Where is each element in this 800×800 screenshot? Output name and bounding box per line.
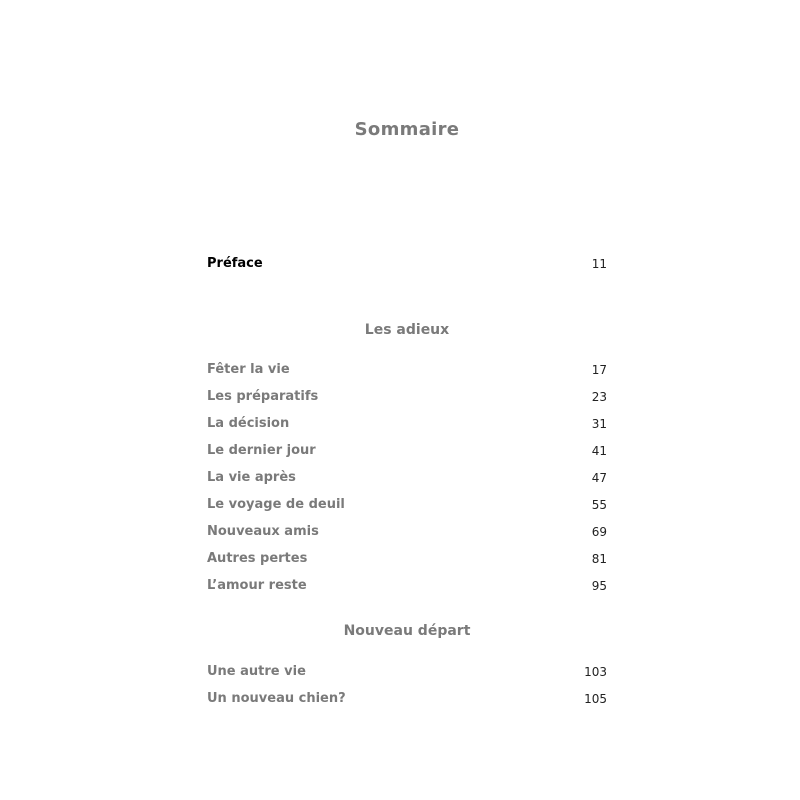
toc-entry[interactable]: [207, 576, 607, 596]
toc-entry-label: Le dernier jour: [207, 443, 316, 458]
toc-entry-label: Un nouveau chien?: [207, 691, 346, 706]
toc-entry-page: 55: [591, 498, 607, 512]
toc-entry-page: 105: [584, 692, 607, 706]
toc-entry[interactable]: [207, 414, 607, 434]
toc-entry[interactable]: [207, 441, 607, 461]
toc-entry-page: 69: [591, 525, 607, 539]
toc-entry[interactable]: [207, 522, 607, 542]
toc-entry-page: 41: [591, 444, 607, 458]
toc-entry-label: Préface: [207, 256, 263, 271]
toc-entry-page: 47: [591, 471, 607, 485]
toc-entry[interactable]: [207, 360, 607, 380]
page-title: Sommaire: [354, 119, 460, 140]
toc-entry-page: 103: [584, 665, 607, 679]
toc-entry-label: Fêter la vie: [207, 362, 290, 377]
toc-entry-label: Nouveaux amis: [207, 524, 319, 539]
section-heading-nouveau-depart: Nouveau départ: [343, 623, 471, 639]
toc-entry-page: 17: [591, 363, 607, 377]
toc-entry[interactable]: [207, 387, 607, 407]
toc-entry-page: 31: [591, 417, 607, 431]
toc-entry-label: Le voyage de deuil: [207, 497, 345, 512]
toc-entry[interactable]: [207, 662, 607, 682]
toc-entry[interactable]: [207, 495, 607, 515]
toc-entry-label: Autres pertes: [207, 551, 308, 566]
toc-entry[interactable]: [207, 549, 607, 569]
toc-entry-label: La décision: [207, 416, 290, 431]
toc-entry-page: 11: [591, 257, 607, 271]
toc-entry-preface[interactable]: [207, 254, 607, 274]
toc-entry-page: 81: [591, 552, 607, 566]
toc-entry[interactable]: [207, 689, 607, 709]
toc-entry-label: Une autre vie: [207, 664, 306, 679]
toc-entry-label: La vie après: [207, 470, 296, 485]
toc-entry-label: Les préparatifs: [207, 389, 319, 404]
section-heading-les-adieux: Les adieux: [364, 322, 450, 338]
toc-entry[interactable]: [207, 468, 607, 488]
toc-entry-page: 23: [591, 390, 607, 404]
toc-entry-label: L’amour reste: [207, 578, 307, 593]
toc-entry-page: 95: [591, 579, 607, 593]
